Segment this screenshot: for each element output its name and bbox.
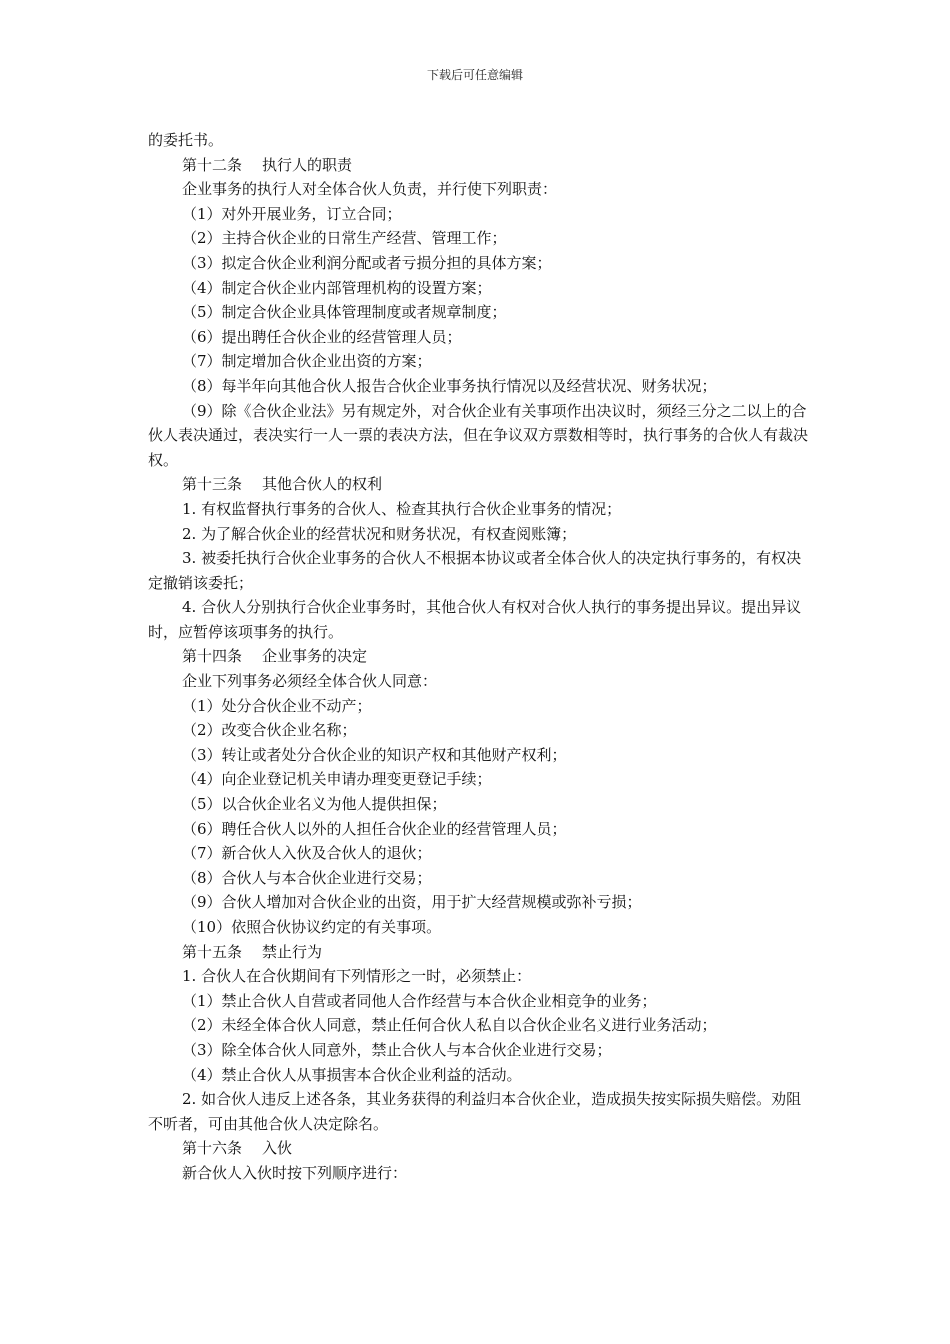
list-item: （7）制定增加合伙企业出资的方案； [182, 352, 432, 371]
document-body [148, 128, 808, 1186]
list-item: （3）除全体合伙人同意外，禁止合伙人与本合伙企业进行交易； [182, 1040, 612, 1059]
article-heading-14: 第十四条 企业事务的决定 [182, 647, 368, 666]
article-heading-15: 第十五条 禁止行为 [182, 942, 323, 961]
list-item: （2）未经全体合伙人同意，禁止任何合伙人私自以合伙企业名义进行业务活动； [182, 1016, 717, 1035]
list-item: （10）依照合伙协议约定的有关事项。 [182, 918, 442, 936]
list-item: （8）每半年向其他合伙人报告合伙企业事务执行情况以及经营状况、财务状况； [182, 376, 717, 395]
list-item: （3）转让或者处分合伙企业的知识产权和其他财产权利； [182, 745, 567, 764]
list-item: 4. 合伙人分别执行合伙企业事务时，其他合伙人有权对合伙人执行的事务提出异议。提出异议时，应暂停该项事务的执行。 [148, 598, 802, 641]
list-item: （1）对外开展业务，订立合同； [182, 204, 402, 223]
list-item: （5）制定合伙企业具体管理制度或者规章制度； [182, 303, 507, 322]
list-item: （4）制定合伙企业内部管理机构的设置方案； [182, 278, 492, 297]
paragraph-4: 新合伙人入伙时按下列顺序进行： [182, 1163, 408, 1182]
paragraph-1: 的委托书。 [148, 131, 224, 149]
list-item: 1. 合伙人在合伙期间有下列情形之一时，必须禁止： [182, 967, 532, 986]
list-item: （4）向企业登记机关申请办理变更登记手续； [182, 770, 492, 789]
article-heading-16: 第十六条 入伙 [182, 1139, 293, 1158]
list-item: （4）禁止合伙人从事损害本合伙企业利益的活动。 [182, 1065, 522, 1084]
list-item: （6）聘任合伙人以外的人担任合伙企业的经营管理人员； [182, 819, 567, 838]
list-item: （9）合伙人增加对合伙企业的出资，用于扩大经营规模或弥补亏损； [182, 893, 642, 912]
list-item: （3）拟定合伙企业利润分配或者亏损分担的具体方案； [182, 253, 552, 272]
list-item: （9）除《合伙企业法》另有规定外，对合伙企业有关事项作出决议时，须经三分之二以上的合伙人表决通过，表决实行一人一票的表决方法，但在争议双方票数相等时，执行事务的合伙人有裁决权。 [148, 401, 809, 469]
list-item: 2. 如合伙人违反上述各条，其业务获得的利益归本合伙企业，造成损失按实际损失赔偿。劝阻不听者，可由其他合伙人决定除名。 [148, 1090, 802, 1133]
list-item: 1. 有权监督执行事务的合伙人、检查其执行合伙企业事务的情况； [182, 499, 622, 518]
article-heading-12: 第十二条 执行人的职责 [182, 155, 353, 174]
paragraph-3: 企业下列事务必须经全体合伙人同意： [182, 672, 438, 691]
list-item: （8）合伙人与本合伙企业进行交易； [182, 868, 432, 887]
list-item: （1）处分合伙企业不动产； [182, 696, 372, 715]
list-item: 3. 被委托执行合伙企业事务的合伙人不根据本协议或者全体合伙人的决定执行事务的，有权决定撤销该委托； [148, 549, 802, 592]
list-item: （2）主持合伙企业的日常生产经营、管理工作； [182, 229, 507, 248]
list-item: （2）改变合伙企业名称； [182, 721, 357, 740]
list-item: （1）禁止合伙人自营或者同他人合作经营与本合伙企业相竞争的业务； [182, 991, 657, 1010]
list-item: （7）新合伙人入伙及合伙人的退伙； [182, 844, 432, 863]
paragraph-2: 企业事务的执行人对全体合伙人负责，并行使下列职责： [182, 180, 558, 199]
list-item: （5）以合伙企业名义为他人提供担保； [182, 795, 447, 814]
list-item: 2. 为了解合伙企业的经营状况和财务状况，有权查阅账簿； [182, 524, 577, 543]
article-heading-13: 第十三条 其他合伙人的权利 [182, 475, 383, 494]
list-item: （6）提出聘任合伙企业的经营管理人员； [182, 327, 462, 346]
page-header: 下载后可任意编辑 [426, 68, 523, 82]
